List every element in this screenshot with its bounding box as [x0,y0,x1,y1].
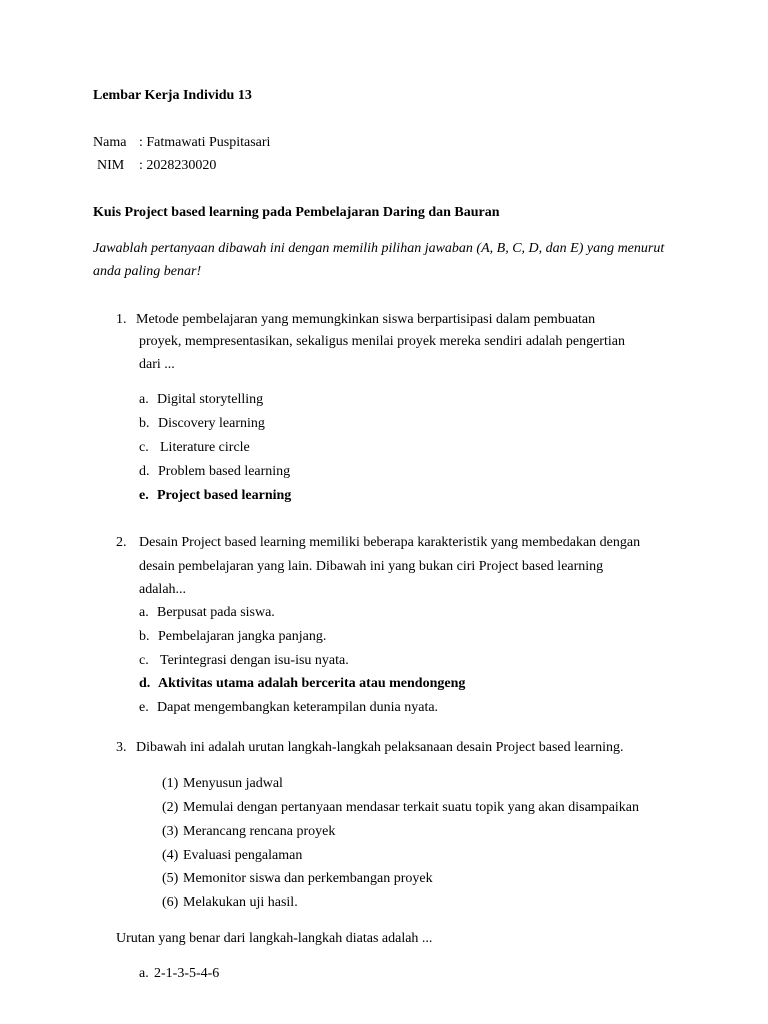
q1-option-e-answer [139,488,291,504]
q2-option-d-answer [139,676,465,692]
option-text: Terintegrasi dengan isu-isu nyata. [160,653,349,668]
q3-option-a [139,966,219,982]
question-3-number: 3. [116,740,127,755]
q1-option-c [139,440,250,456]
option-text: Berpusat pada siswa. [157,605,275,620]
option-letter: b. [139,416,150,431]
step-number: (4) [162,848,179,863]
question-2-line-2: desain pembelajaran yang lain. Dibawah ini yang bukan ciri Project based learning [139,559,604,574]
q3-step-4 [162,848,302,864]
option-text: 2-1-3-5-4-6 [154,966,220,981]
option-text: Literature circle [160,440,250,455]
step-text: Memulai dengan pertanyaan mendasar terkait suatu topik yang akan disampaikan [183,800,640,815]
question-1-line-2: proyek, mempresentasikan, sekaligus menilai proyek mereka sendiri adalah pengertian [139,334,625,349]
step-number: (2) [162,800,179,815]
option-letter: e. [139,488,149,503]
step-number: (1) [162,776,179,791]
option-letter: d. [139,676,151,691]
document-title: Lembar Kerja Individu 13 [93,88,252,103]
question-3-text: Dibawah ini adalah urutan langkah-langkah pelaksanaan desain Project based learning. [136,740,624,755]
option-letter: c. [139,440,149,455]
q1-option-d [139,464,290,480]
option-letter: b. [139,629,150,644]
q2-option-b [139,629,326,645]
step-number: (5) [162,871,179,886]
option-letter: e. [139,700,149,715]
question-2-line-1: Desain Project based learning memiliki beberapa karakteristik yang membedakan dengan [139,535,641,550]
question-1-line-1: Metode pembelajaran yang memungkinkan siswa berpartisipasi dalam pembuatan [136,312,596,327]
option-text: Pembelajaran jangka panjang. [158,629,327,644]
q2-option-c [139,653,349,669]
q3-step-2 [162,800,639,816]
q3-step-5 [162,871,433,887]
step-text: Merancang rencana proyek [183,824,336,839]
quiz-title: Kuis Project based learning pada Pembelajaran Daring dan Bauran [93,205,500,220]
nim-value: : 2028230020 [139,158,217,173]
nama-label: Nama [93,135,127,150]
question-2-line-3: adalah... [139,582,187,597]
instruction-line-2: anda paling benar! [93,264,202,279]
option-letter: d. [139,464,150,479]
step-text: Melakukan uji hasil. [183,895,298,910]
question-1-number: 1. [116,312,127,327]
instruction-line-1: Jawablah pertanyaan dibawah ini dengan memilih pilihan jawaban (A, B, C, D, dan E) yang menurut [93,241,665,256]
q3-step-3 [162,824,335,840]
question-1-line-3: dari ... [139,357,175,372]
option-letter: a. [139,392,149,407]
q3-step-1 [162,776,283,792]
option-letter: c. [139,653,149,668]
option-text: Discovery learning [158,416,265,431]
step-text: Evaluasi pengalaman [183,848,303,863]
q2-option-e [139,700,438,716]
nama-value: : Fatmawati Puspitasari [139,135,271,150]
option-letter: a. [139,605,149,620]
q1-option-b [139,416,265,432]
option-text: Digital storytelling [157,392,264,407]
nim-label: NIM [97,158,125,173]
step-number: (3) [162,824,179,839]
question-2-number: 2. [116,535,127,550]
option-text: Dapat mengembangkan keterampilan dunia nyata. [157,700,439,715]
option-text: Aktivitas utama adalah bercerita atau mendongeng [158,676,466,691]
q3-step-6 [162,895,298,911]
step-number: (6) [162,895,179,910]
step-text: Menyusun jadwal [183,776,283,791]
q2-option-a [139,605,275,621]
q1-option-a [139,392,263,408]
option-text: Project based learning [157,488,292,503]
question-3-prompt: Urutan yang benar dari langkah-langkah diatas adalah ... [116,931,433,946]
option-text: Problem based learning [158,464,291,479]
option-letter: a. [139,966,149,981]
step-text: Memonitor siswa dan perkembangan proyek [183,871,433,886]
